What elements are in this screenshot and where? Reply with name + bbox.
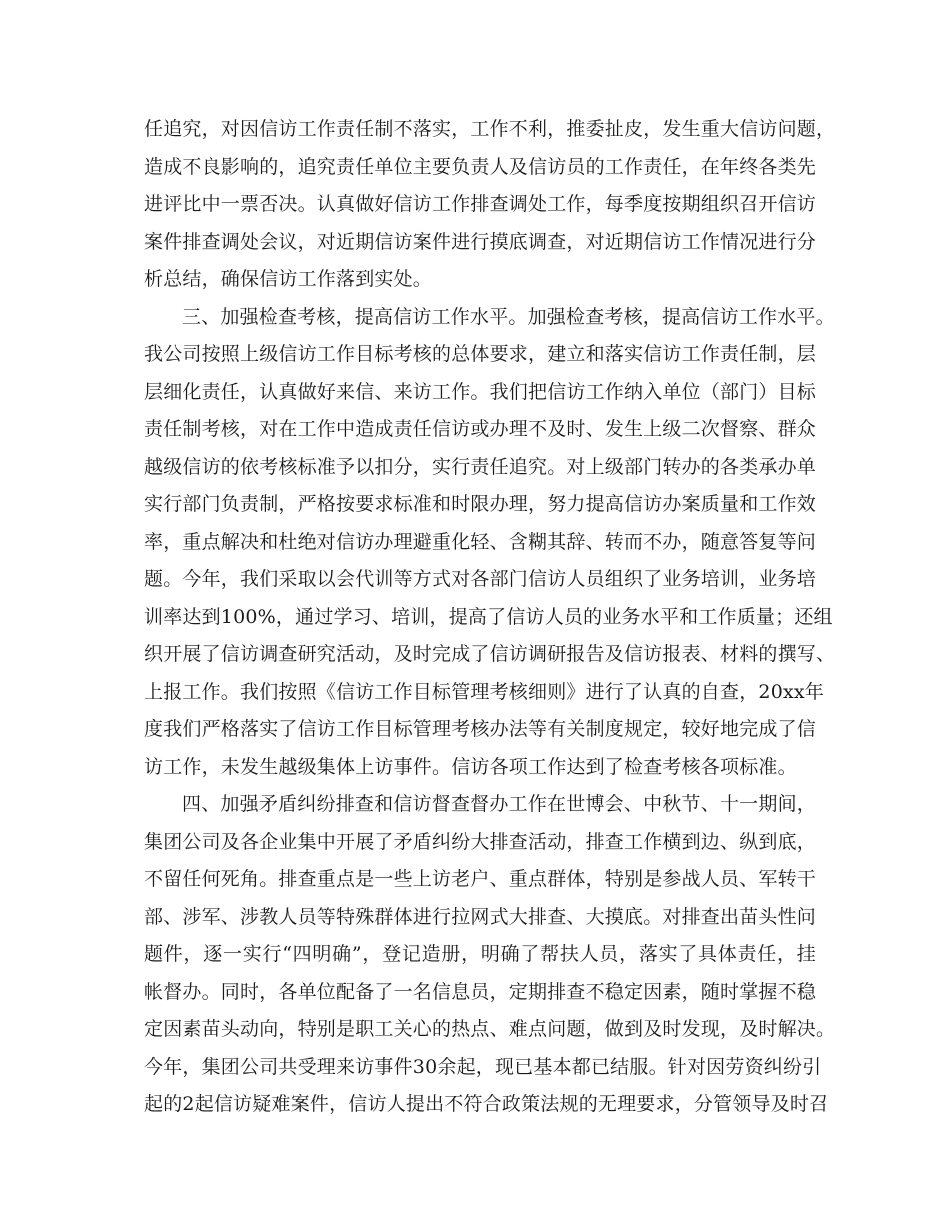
text-line: 造成不良影响的，追究责任单位主要负责人及信访员的工作责任，在年终各类先	[144, 155, 817, 178]
text-line: 任追究，对因信访工作责任制不落实，工作不利，推委扯皮，发生重大信访问题，	[144, 118, 836, 140]
text-line: 今年，集团公司共受理来访事件30余起，现已基本都已结服。针对因劳资纠纷引	[144, 1055, 822, 1078]
text-line: 度我们严格落实了信访工作目标管理考核办法等有关制度规定，较好地完成了信	[144, 718, 817, 740]
text-line: 集团公司及各企业集中开展了矛盾纠纷大排查活动，排查工作横到边、纵到底，	[144, 830, 817, 853]
text-line: 训率达到100%，通过学习、培训，提高了信访人员的业务水平和工作质量；还组	[144, 605, 833, 628]
text-line: 我公司按照上级信访工作目标考核的总体要求，建立和落实信访工作责任制，层	[144, 343, 817, 365]
text-line: 率，重点解决和杜绝对信访办理避重化轻、含糊其辞、转而不办，随意答复等问	[144, 530, 817, 553]
text-line: 层细化责任，认真做好来信、来访工作。我们把信访工作纳入单位（部门）目标	[144, 380, 817, 403]
text-line: 进评比中一票否决。认真做好信访工作排查调处工作，每季度按期组织召开信访	[144, 193, 817, 215]
section-heading-line: 四、加强矛盾纠纷排查和信访督查督办工作在世博会、中秋节、十一期间，	[182, 793, 816, 815]
text-line: 部、涉军、涉教人员等特殊群体进行拉网式大排查、大摸底。对排查出苗头性问	[144, 905, 817, 928]
document-body	[144, 111, 836, 1124]
text-line: 起的2起信访疑难案件，信访人提出不符合政策法规的无理要求，分管领导及时召	[144, 1093, 829, 1115]
text-line: 题。今年，我们采取以会代训等方式对各部门信访人员组织了业务培训，业务培	[144, 568, 817, 590]
text-line: 案件排查调处会议，对近期信访案件进行摸底调查，对近期信访工作情况进行分	[144, 230, 817, 253]
text-line: 帐督办。同时，各单位配备了一名信息员，定期排查不稳定因素，随时掌握不稳	[144, 980, 817, 1003]
text-line: 织开展了信访调查研究活动，及时完成了信访调研报告及信访报表、材料的撰写、	[144, 643, 836, 665]
text-line: 析总结，确保信访工作落到实处。	[144, 268, 433, 290]
text-line: 越级信访的依考核标准予以扣分，实行责任追究。对上级部门转办的各类承办单	[144, 455, 817, 478]
text-line: 题件，逐一实行“四明确”，登记造册，明确了帮扶人员，落实了具体责任，挂	[144, 943, 816, 965]
text-line: 上报工作。我们按照《信访工作目标管理考核细则》进行了认真的自查，20xx年	[144, 680, 825, 703]
text-line: 访工作，未发生越级集体上访事件。信访各项工作达到了检查考核各项标准。	[144, 755, 797, 778]
section-heading-line: 三、加强检查考核，提高信访工作水平。加强检查考核，提高信访工作水平。	[182, 305, 835, 328]
text-line: 责任制考核，对在工作中造成责任信访或办理不及时、发生上级二次督察、群众	[144, 418, 817, 440]
text-line: 定因素苗头动向，特别是职工关心的热点、难点问题，做到及时发现，及时解决。	[144, 1018, 836, 1040]
text-line: 实行部门负责制，严格按要求标准和时限办理，努力提高信访办案质量和工作效	[144, 493, 817, 515]
text-line: 不留任何死角。排查重点是一些上访老户、重点群体，特别是参战人员、军转干	[144, 868, 817, 890]
